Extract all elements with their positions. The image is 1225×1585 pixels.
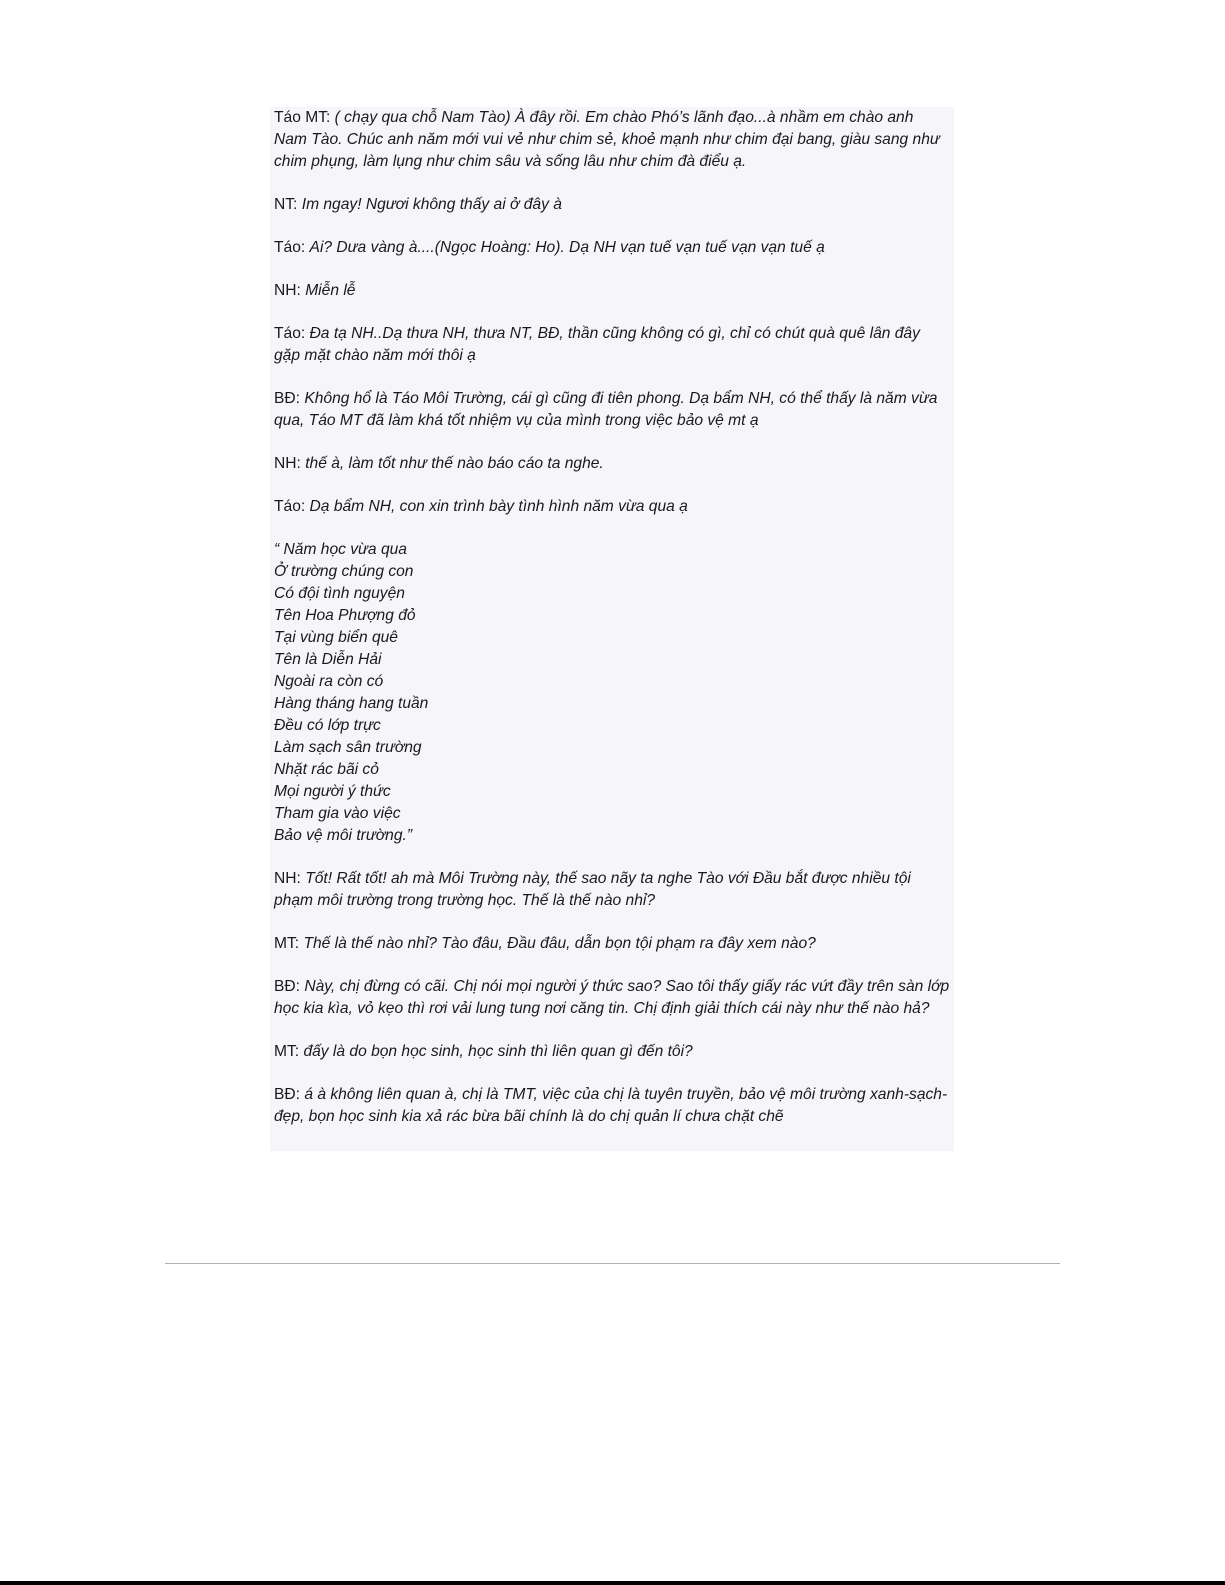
speaker-label: NH: <box>274 870 306 887</box>
speaker-label: MT: <box>274 1043 304 1060</box>
poem-line: Tên là Diễn Hải <box>274 651 382 668</box>
poem-line: Mọi người ý thức <box>274 783 391 800</box>
poem-block <box>274 539 950 847</box>
dialogue-paragraph <box>274 496 950 518</box>
bottom-edge-bar <box>0 1581 1225 1585</box>
poem-line: Tham gia vào việc <box>274 805 401 822</box>
speaker-label: Táo: <box>274 239 310 256</box>
dialogue-paragraph <box>274 194 950 216</box>
poem-line: “ Năm học vừa qua <box>274 541 407 558</box>
poem-line: Tên Hoa Phượng đỏ <box>274 607 416 624</box>
dialogue-line: Không hổ là Táo Môi Trường, cái gì cũng đi tiên phong. Dạ bẩm NH, có thể thấy là năm vừa qua, Táo MT đã làm khá tốt nhiệm vụ của mình trong việc bảo vệ mt ạ <box>274 390 938 429</box>
poem-line: Ngoài ra còn có <box>274 673 384 690</box>
dialogue-paragraph <box>274 933 950 955</box>
dialogue-line: ( chạy qua chỗ Nam Tào) À đây rồi. Em chào Phó’s lãnh đạo...à nhầm em chào anh Nam Tào. Chúc anh năm mới vui vẻ như chim sẻ, khoẻ mạnh như chim đại bang, giàu sang như chim phụng, làm lụng như chim sâu và sống lâu như chim đà điểu ạ. <box>274 109 940 170</box>
dialogue-line: á à không liên quan à, chị là TMT, việc của chị là tuyên truyền, bảo vệ môi trường xanh-sạch-đẹp, bọn học sinh kia xả rác bừa bãi chính là do chị quản lí chưa chặt chẽ <box>274 1086 948 1125</box>
speaker-label: Táo MT: <box>274 109 335 126</box>
dialogue-paragraph <box>274 453 950 475</box>
dialogue-paragraph <box>274 1041 950 1063</box>
speaker-label: BĐ: <box>274 390 305 407</box>
speaker-label: Táo: <box>274 498 310 515</box>
dialogue-paragraph <box>274 868 950 912</box>
dialogue-line: Thế là thế nào nhỉ? Tào đâu, Đầu đâu, dẫn bọn tội phạm ra đây xem nào? <box>303 935 816 952</box>
dialogue-line: Im ngay! Ngươi không thấy ai ở đây à <box>301 196 562 213</box>
dialogue-line: đấy là do bọn học sinh, học sinh thì liên quan gì đến tôi? <box>303 1043 693 1060</box>
dialogue-line: Miễn lễ <box>305 282 356 299</box>
document-text-block <box>270 107 954 1151</box>
poem-line: Đều có lớp trực <box>274 717 381 734</box>
dialogue-paragraph <box>274 388 950 432</box>
dialogue-paragraph <box>274 107 950 173</box>
dialogue-line: Ai? Dưa vàng à....(Ngọc Hoàng: Ho). Dạ NH vạn tuế vạn tuế vạn vạn tuế ạ <box>309 239 825 256</box>
dialogue-paragraph <box>274 237 950 259</box>
poem-line: Làm sạch sân trường <box>274 739 422 756</box>
dialogue-line: Này, chị đừng có cãi. Chị nói mọi người ý thức sao? Sao tôi thấy giấy rác vứt đầy trên sàn lớp học kia kìa, vỏ kẹo thì rơi vải lung tung nơi căng tin. Chị định giải thích cái này như thế nào hả? <box>274 978 950 1017</box>
dialogue-line: Tốt! Rất tốt! ah mà Môi Trường này, thế sao nãy ta nghe Tào với Đầu bắt được nhiều tội phạm môi trường trong trường học. Thế là thế nào nhỉ? <box>274 870 911 909</box>
dialogue-paragraph <box>274 280 950 302</box>
dialogue-line: thế à, làm tốt như thế nào báo cáo ta nghe. <box>305 455 604 472</box>
speaker-label: NH: <box>274 282 306 299</box>
dialogue-paragraph <box>274 976 950 1020</box>
dialogue-paragraph <box>274 323 950 367</box>
page-divider <box>165 1263 1060 1264</box>
dialogue-line: Đa tạ NH..Dạ thưa NH, thưa NT, BĐ, thần cũng không có gì, chỉ có chút quà quê lân đây gặp mặt chào năm mới thôi ạ <box>274 325 920 364</box>
speaker-label: BĐ: <box>274 1086 305 1103</box>
poem-line: Có đội tình nguyện <box>274 585 405 602</box>
poem-line: Bảo vệ môi trường.” <box>274 827 413 844</box>
speaker-label: NT: <box>274 196 302 213</box>
poem-line: Tại vùng biển quê <box>274 629 398 646</box>
poem-line: Hàng tháng hang tuần <box>274 695 429 712</box>
speaker-label: NH: <box>274 455 306 472</box>
speaker-label: BĐ: <box>274 978 305 995</box>
dialogue-paragraph <box>274 1084 950 1128</box>
poem-line: Ở trường chúng con <box>274 563 414 580</box>
speaker-label: MT: <box>274 935 304 952</box>
speaker-label: Táo: <box>274 325 310 342</box>
poem-line: Nhặt rác bãi cỏ <box>274 761 379 778</box>
dialogue-line: Dạ bẩm NH, con xin trình bày tình hình năm vừa qua ạ <box>309 498 688 515</box>
